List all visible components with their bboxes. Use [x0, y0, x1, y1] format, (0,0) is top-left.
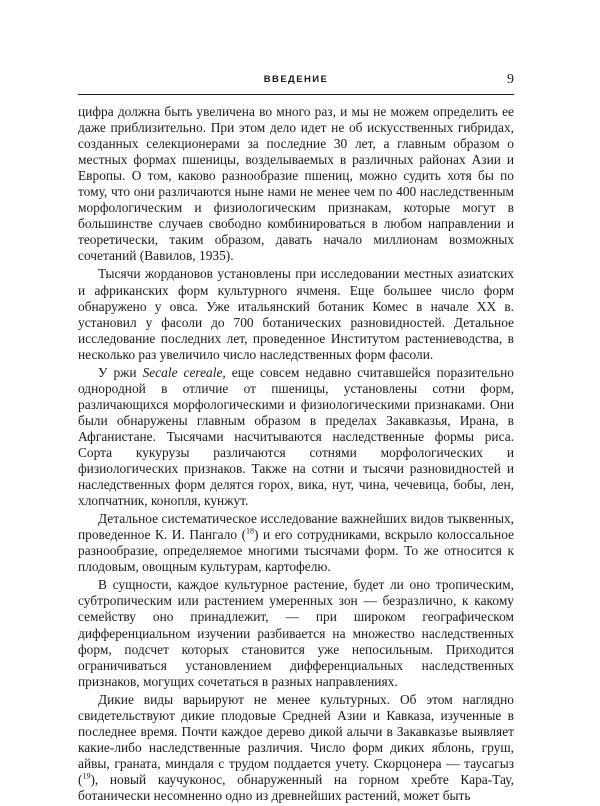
paragraph-6-lead: Дикие виды варьируют не менее культурных. Об этом наглядно свидетельствуют дикие плодовые Средней Азии и Кавказа, изученные в последнее время. Почти каждое дерево дикой алычи в Закавказье выявляет какие-либо наследственные различия. Число форм диких яблонь, груш, айвы, граната, миндаля с трудом поддается учету. Скорцонера — таусагыз (	[78, 691, 514, 787]
paragraph-5: В сущности, каждое культурное растение, будет ли оно тропическим, субтропическим или растением умеренных зон — безразлично, к какому семейству оно принадлежит, — при широком географическом дифференциальном изучении разбивается на множество наследственных форм, подсчет которых становится уже непосильным. Приходится ограничиваться установлением дифференциальных наследственных признаков, могущих сочетаться в разных направлениях.	[78, 577, 514, 689]
running-title: ВВЕДЕНИЕ	[263, 74, 329, 85]
page-number: 9	[507, 72, 514, 87]
paragraph-3-rest: , еще совсем недавно считавшейся поразительно однородной в отличие от пшеницы, установлены сотни форм, различающихся морфологическими и физиологическими признаками. Они были обнаружены главным образом в пределах Закавказья, Ирана, в Афганистане. Тысячами насчитываются наследственные формы риса. Сорта кукурузы различаются сотнями морфологических и физиологических признаков. Также на сотни и тысячи разновидностей и наследственных форм делятся горох, вика, нут, чина, чечевица, бобы, лен, хлопчатник, конопля, кунжут.	[78, 364, 514, 509]
paragraph-6-rest: ), новый каучуконос, обнаруженный на горном хребте Кара-Тау, ботанически несомненно одно из древнейших растений, может быть	[78, 771, 514, 803]
paragraph-4-lead: Детальное систематическое исследование важнейших видов тыквенных, проведенное К. И. Пангало (	[78, 511, 514, 543]
page-header	[78, 72, 514, 94]
paragraph-4	[78, 511, 514, 575]
reference-19: 19	[82, 771, 91, 781]
header-rule	[78, 94, 514, 95]
reference-18: 18	[246, 526, 255, 536]
paragraph-3-lead: У ржи	[98, 364, 143, 380]
body-text	[78, 104, 514, 806]
paragraph-6	[78, 692, 514, 804]
paragraph-2: Тысячи жордановов установлены при исследовании местных азиатских и африканских форм культурного ячменя. Еще большее число форм обнаружено у овса. Уже итальянский ботаник Комес в начале XX в. установил у фасоли до 700 ботанических разновидностей. Детальное исследование последних лет, проведенное Институтом растениеводства, в несколько раз увеличило число наследственных форм фасоли.	[78, 266, 514, 362]
paragraph-4-rest: ) и его сотрудниками, вскрыло колоссальное разнообразие, определяемое многими тысячами форм. То же относится к плодовым, овощным культурам, картофелю.	[78, 527, 514, 575]
paragraph-1: цифра должна быть увеличена во много раз, и мы не можем определить ее даже приблизительно. При этом дело идет не об искусственных гибридах, созданных селекционерами за последние 30 лет, а главным образом о местных формах пшеницы, возделываемых в различных районах Азии и Европы. О том, каково разнообразие пшениц, можно судить хотя бы по тому, что они различаются ныне нами не менее чем по 400 наследственным морфологическим и физиологическим признакам, которые могут в большинстве случаев свободно комбинироваться в любом направлении и теоретически, таким образом, давать начало миллионам возможных сочетаний (Вавилов, 1935).	[78, 104, 514, 264]
paragraph-3	[78, 365, 514, 509]
species-name: Secale cereale	[142, 364, 223, 380]
